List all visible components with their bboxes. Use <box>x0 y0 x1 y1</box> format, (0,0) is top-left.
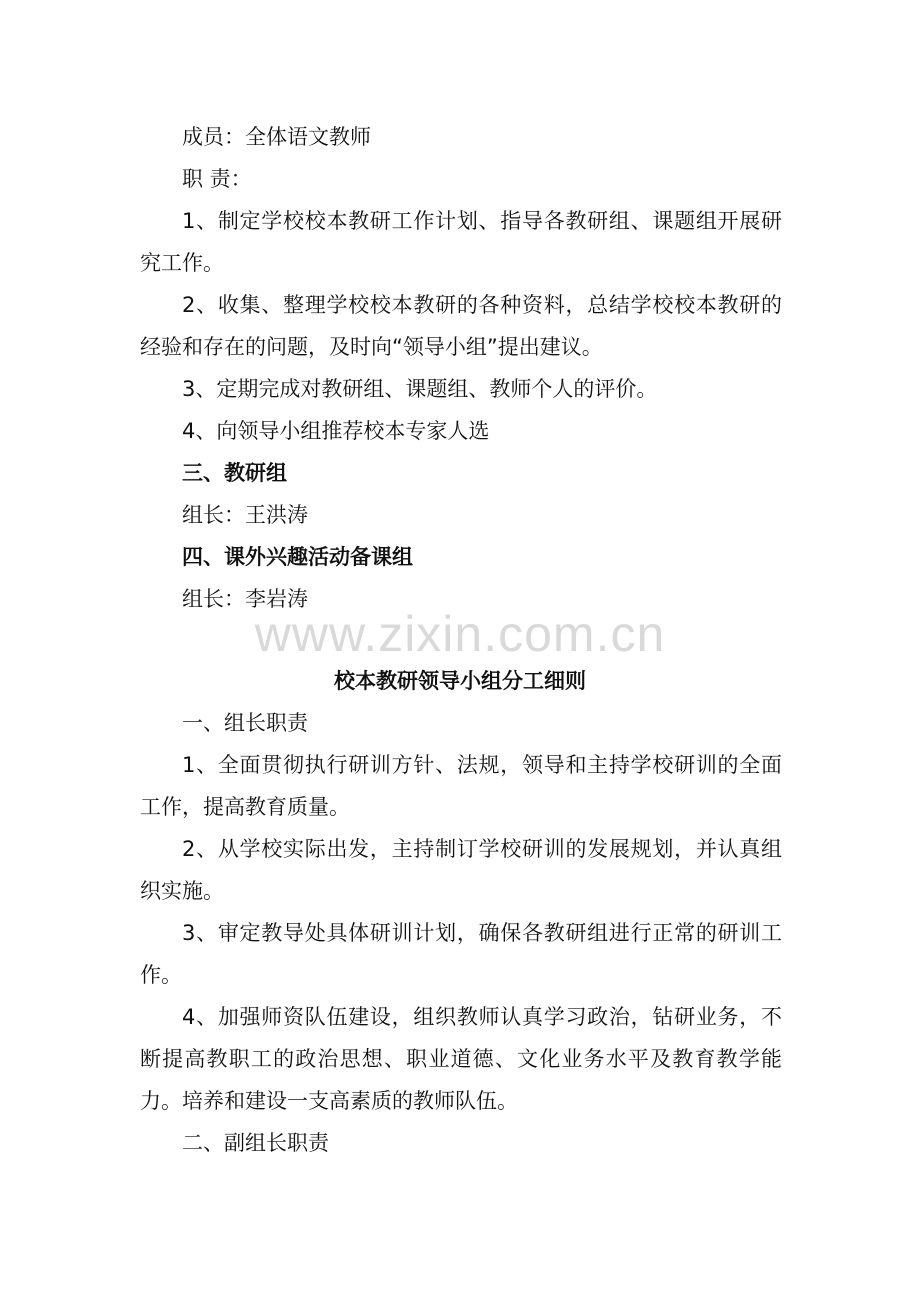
leader-duty-1: 1、全面贯彻执行研训方针、法规，领导和主持学校研训的全面工作，提高教育质量。 <box>140 753 782 819</box>
watermark: www.zixin.com.cn <box>254 606 666 662</box>
deputy-duties-heading: 二、副组长职责 <box>182 1131 329 1155</box>
leader-duty-3: 3、审定教导处具体研训计划，确保各教研组进行正常的研训工作。 <box>140 921 782 987</box>
leader-duties-heading: 一、组长职责 <box>182 711 308 735</box>
leader-duty-4: 4、加强师资队伍建设，组织教师认真学习政治，钻研业务，不断提高教职工的政治思想、职业道德、文化业务水平及教育教学能力。培养和建设一支高素质的教师队伍。 <box>140 1005 782 1113</box>
duty-item-3: 3、定期完成对教研组、课题组、教师个人的评价。 <box>182 377 658 401</box>
member-line: 成员：全体语文教师 <box>182 125 371 149</box>
activity-group-leader: 组长：李岩涛 <box>182 587 308 611</box>
duties-label: 职 责： <box>182 167 252 191</box>
duty-item-2: 2、收集、整理学校校本教研的各种资料，总结学校校本教研的经验和存在的问题，及时向“领导小组”提出建议。 <box>140 293 782 359</box>
duty-item-4: 4、向领导小组推荐校本专家人选 <box>182 419 490 443</box>
section-title: 校本教研领导小组分工细则 <box>334 669 586 693</box>
teaching-group-leader: 组长：王洪涛 <box>182 503 308 527</box>
duty-item-1: 1、制定学校校本教研工作计划、指导各教研组、课题组开展研究工作。 <box>140 209 782 275</box>
leader-duty-2: 2、从学校实际出发，主持制订学校研训的发展规划，并认真组织实施。 <box>140 837 782 903</box>
heading-activity-group: 四、课外兴趣活动备课组 <box>182 545 413 569</box>
heading-teaching-group: 三、教研组 <box>182 461 287 485</box>
